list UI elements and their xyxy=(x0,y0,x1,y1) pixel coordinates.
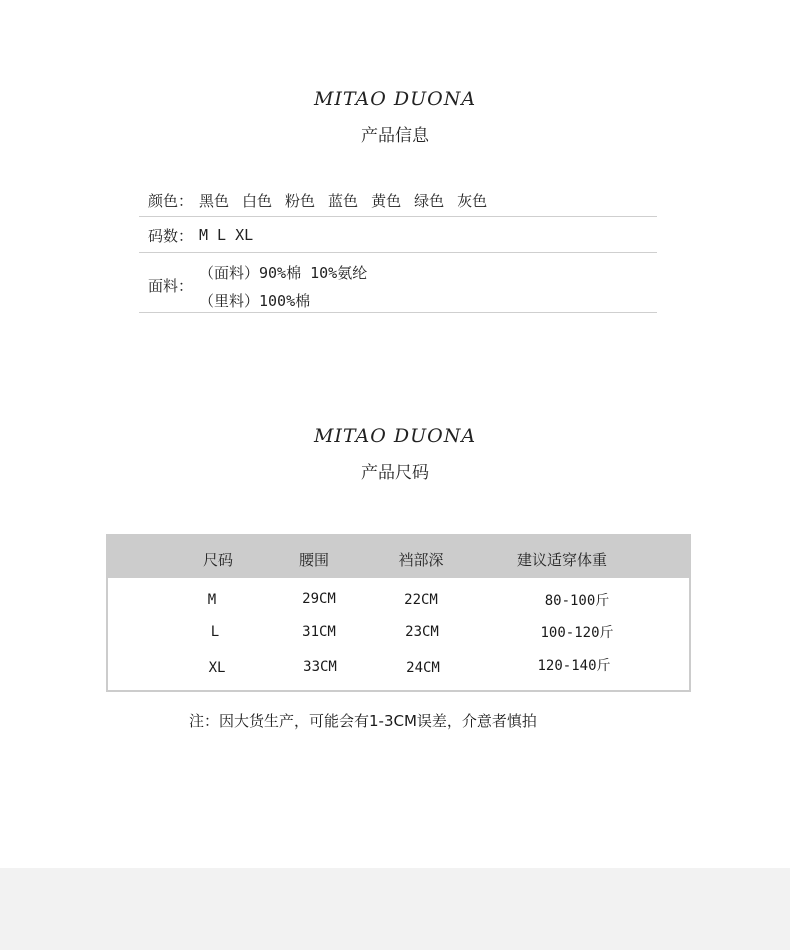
footer-band xyxy=(0,868,790,950)
size-table-header xyxy=(108,536,689,578)
info-section-title: 产品信息 xyxy=(361,126,429,146)
cell-weight: 100-120斤 xyxy=(540,625,614,641)
cell-crotch-depth: 22CM xyxy=(404,592,438,608)
color-item: 白色 xyxy=(242,192,273,210)
color-item: 灰色 xyxy=(457,192,488,210)
fabric-row xyxy=(139,253,657,313)
color-item: 蓝色 xyxy=(328,192,359,210)
fabric-outer: （面料）90%棉 10%氨纶 xyxy=(199,264,368,282)
color-row xyxy=(139,182,657,217)
fabric-lining: （里料）100%棉 xyxy=(199,292,311,310)
size-note: 注：因大货生产，可能会有1-3CM误差，介意者慎拍 xyxy=(189,712,537,730)
size-list: M L XL xyxy=(199,226,254,244)
size-table xyxy=(106,534,691,692)
cell-waist: 29CM xyxy=(302,591,336,607)
cell-weight: 120-140斤 xyxy=(537,658,611,674)
cell-weight: 80-100斤 xyxy=(544,593,610,609)
size-section-title: 产品尺码 xyxy=(361,463,429,483)
cell-size: L xyxy=(210,624,220,640)
header-weight: 建议适穿体重 xyxy=(516,551,608,569)
cell-crotch-depth: 24CM xyxy=(406,660,440,676)
cell-waist: 33CM xyxy=(303,659,337,675)
cell-waist: 31CM xyxy=(302,624,336,640)
size-label: 码数： xyxy=(148,227,194,245)
color-item: 黑色 xyxy=(199,192,230,210)
color-item: 粉色 xyxy=(285,192,316,210)
color-list xyxy=(199,190,500,211)
cell-size: XL xyxy=(208,660,226,676)
size-row xyxy=(139,217,657,253)
cell-crotch-depth: 23CM xyxy=(405,624,439,640)
cell-size: M xyxy=(207,592,217,608)
brand-name-info: MITAO DUONA xyxy=(313,88,477,110)
header-crotch-depth: 裆部深 xyxy=(398,551,444,569)
color-label: 颜色： xyxy=(148,192,194,210)
color-item: 黄色 xyxy=(371,192,402,210)
header-size: 尺码 xyxy=(202,551,234,569)
header-waist: 腰围 xyxy=(298,551,330,569)
color-item: 绿色 xyxy=(414,192,445,210)
brand-name-size: MITAO DUONA xyxy=(313,425,477,447)
fabric-label: 面料： xyxy=(148,277,194,295)
